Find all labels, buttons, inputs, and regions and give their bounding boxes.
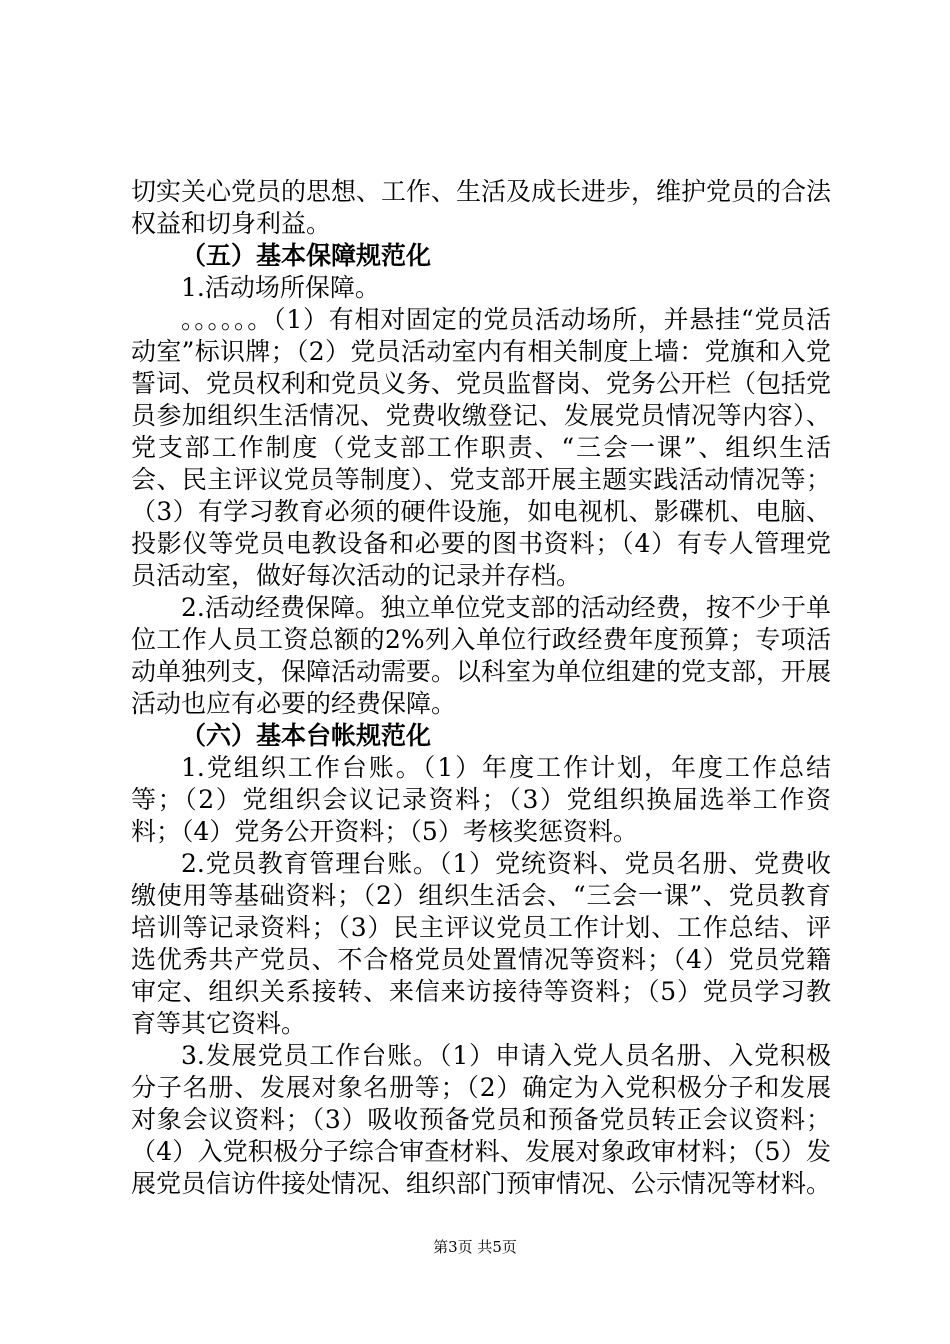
page-number-footer: 第3页 共5页 [433, 1238, 517, 1256]
paragraph-member-education-ledger: 2.党员教育管理台账。（1）党统资料、党员名册、党费收缴使用等基础资料；（2）组织生活会、“三会一课”、党员教育培训等记录资料；（3）民主评议党员工作计划、工作总结、评选优秀共产党员、不合格党员处置情况等资料；（4）党员党籍审定、组织关系接转、来信来访接待等资料；（5）党员学习教育等其它资料。 [131, 849, 831, 1038]
paragraph-member-development-ledger: 3.发展党员工作台账。（1）申请入党人员名册、入党积极分子名册、发展对象名册等；（2）确定为入党积极分子和发展对象会议资料；（3）吸收预备党员和预备党员转正会议资料；（4）入党积极分子综合审查材料、发展对象政审材料；（5）发展党员信访件接处情况、组织部门预审情况、公示情况等材料。 [131, 1041, 832, 1198]
section-heading-basic-guarantee: （五）基本保障规范化 [181, 241, 432, 270]
paragraph-org-ledger: 1.党组织工作台账。（1）年度工作计划，年度工作总结等；（2）党组织会议记录资料；（3）党组织换届选举工作资料；（4）党务公开资料；（5）考核奖惩资料。 [131, 753, 831, 846]
paragraph-activity-venue-title: 1.活动场所保障。 [181, 273, 380, 302]
paragraph-activity-venue-detail: 。。。。。。（1）有相对固定的党员活动场所，并悬挂“党员活动室”标识牌；（2）党员活动室内有相关制度上墙：党旗和入党誓词、党员权利和党员义务、党员监督岗、党务公开栏（包括党员参加组织生活情况、党费收缴登记、发展党员情况等内容）、党支部工作制度（党支部工作职责、“三会一课”、组织生活会、民主评议党员等制度）、党支部开展主题实践活动情况等；（3）有学习教育必须的硬件设施，如电视机、影碟机、电脑、投影仪等党员电教设备和必要的图书资料；（4）有专人管理党员活动室，做好每次活动的记录并存档。 [131, 305, 832, 590]
paragraph-activity-funding: 2.活动经费保障。独立单位党支部的活动经费，按不少于单位工作人员工资总额的2%列入单位行政经费年度预算；专项活动单独列支，保障活动需要。以科室为单位组建的党支部，开展活动也应有必要的经费保障。 [131, 593, 832, 718]
document-body [131, 176, 831, 1200]
paragraph-continuation: 切实关心党员的思想、工作、生活及成长进步，维护党员的合法权益和切身利益。 [131, 177, 832, 238]
section-heading-basic-ledger: （六）基本台帐规范化 [181, 721, 432, 750]
